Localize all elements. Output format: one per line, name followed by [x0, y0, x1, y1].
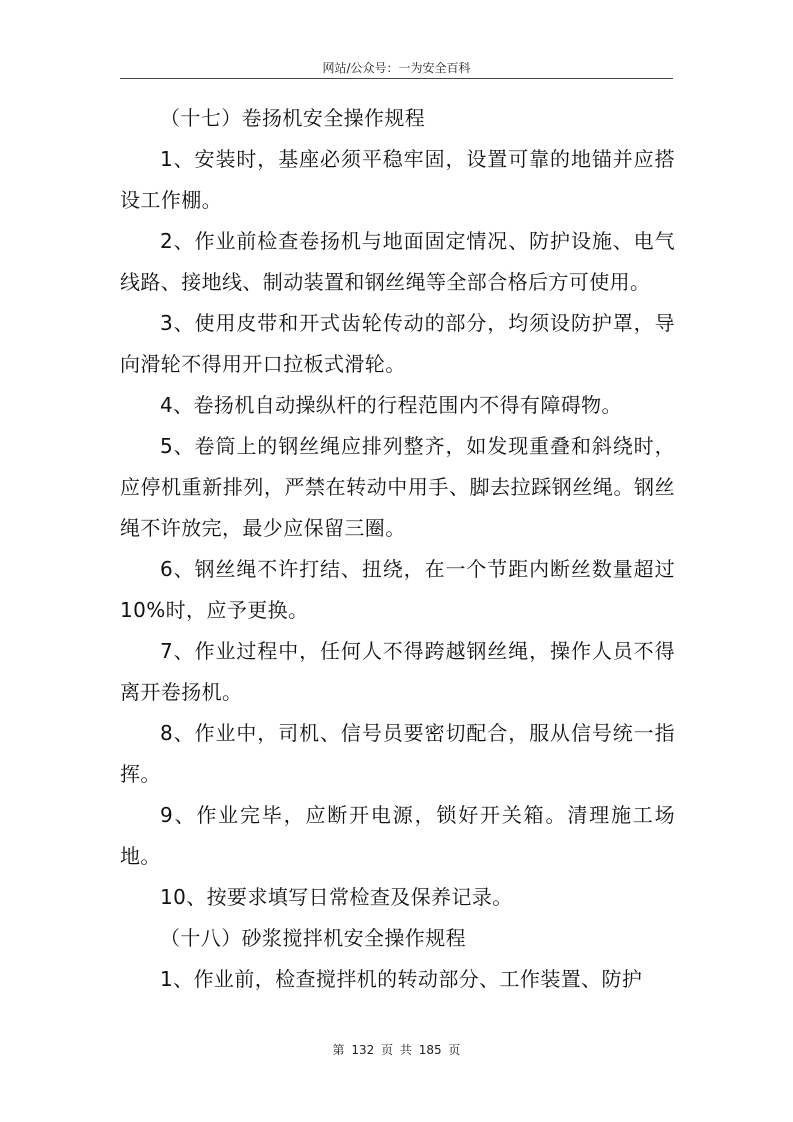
paragraph: 3、使用皮带和开式齿轮传动的部分，均须设防护罩，导向滑轮不得用开口拉板式滑轮。	[120, 311, 675, 376]
paragraph: 4、卷扬机自动操纵杆的行程范围内不得有障碍物。	[160, 393, 622, 417]
paragraph: 7、作业过程中，任何人不得跨越钢丝绳，操作人员不得离开卷扬机。	[120, 639, 675, 704]
paragraph: 6、钢丝绳不许打结、扭绕，在一个节距内断丝数量超过 10%时，应予更换。	[120, 557, 675, 622]
paragraph: 2、作业前检查卷扬机与地面固定情况、防护设施、电气线路、接地线、制动装置和钢丝绳等全部合格后方可使用。	[120, 229, 675, 294]
paragraph: 1、作业前，检查搅拌机的转动部分、工作装置、防护	[160, 967, 643, 991]
paragraph: 9、作业完毕，应断开电源，锁好开关箱。清理施工场地。	[120, 803, 675, 868]
paragraph: 8、作业中，司机、信号员要密切配合，服从信号统一指挥。	[120, 721, 675, 786]
page-footer: 第 132 页 共 185 页	[332, 1043, 461, 1057]
header-divider	[120, 78, 673, 79]
paragraph: 5、卷筒上的钢丝绳应排列整齐，如发现重叠和斜绕时，应停机重新排列，严禁在转动中用手、脚去拉踩钢丝绳。钢丝绳不许放完，最少应保留三圈。	[120, 434, 675, 540]
section-heading: （十七）卷扬机安全操作规程	[160, 106, 426, 130]
section-heading: （十八）砂浆搅拌机安全操作规程	[160, 926, 466, 950]
page-header: 网站/公众号：一为安全百科	[322, 61, 471, 75]
paragraph: 1、安装时，基座必须平稳牢固，设置可靠的地锚并应搭设工作棚。	[120, 147, 675, 212]
paragraph: 10、按要求填写日常检查及保养记录。	[160, 885, 513, 909]
document-body	[120, 98, 675, 1000]
